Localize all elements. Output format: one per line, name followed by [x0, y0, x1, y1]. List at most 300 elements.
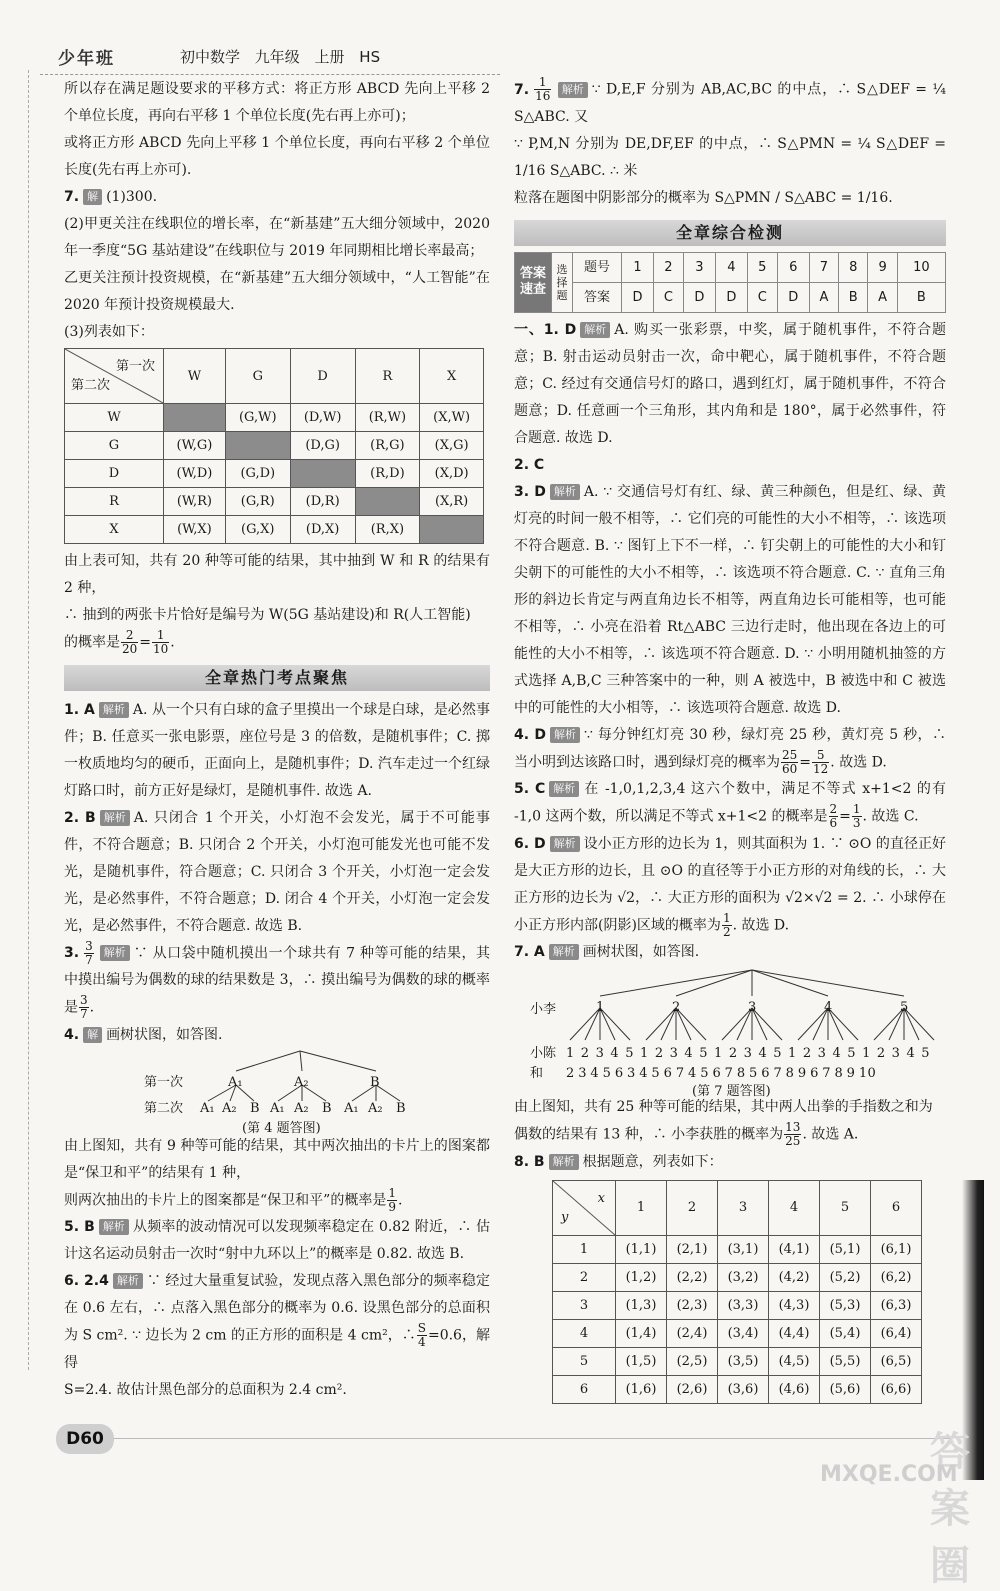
numerator: 2: [829, 802, 838, 816]
row-header: R: [65, 488, 164, 516]
answer-text: 画树状图，如答图.: [106, 1026, 223, 1043]
table-corner: [65, 349, 164, 404]
fraction: [79, 994, 89, 1021]
answer-cell: B: [839, 282, 868, 312]
dice-table: [552, 1180, 922, 1404]
fraction: [829, 803, 839, 830]
table-cell: (6,3): [871, 1291, 922, 1319]
shaded-cell: [355, 488, 420, 516]
table-cell: (5,6): [820, 1375, 871, 1403]
question-number: 5. B: [64, 1219, 95, 1235]
table-cell: (4,6): [769, 1375, 820, 1403]
denominator: 60: [782, 761, 798, 776]
answer-text: 从频率的波动情况可以发现频率稳定在 0.82 附近，∴ 估计这名运动员射击一次时“射中九环以上”的概率是 0.82. 故选 B.: [64, 1219, 490, 1262]
table-cell: (3,5): [718, 1347, 769, 1375]
denominator: 2: [722, 924, 731, 939]
table-cell: (2,1): [667, 1235, 718, 1263]
answer-quick-table: [514, 252, 946, 313]
table-cell: (R,D): [355, 460, 420, 488]
tree-node: 3: [748, 1000, 757, 1015]
paragraph: [64, 629, 490, 657]
table-cell: (1,5): [616, 1347, 667, 1375]
table-row: [65, 488, 484, 516]
table-cell: (5,1): [820, 1235, 871, 1263]
numerator: 5: [812, 749, 829, 763]
table-cell: (3,4): [718, 1319, 769, 1347]
fraction: [784, 1121, 801, 1148]
table-row: [65, 349, 484, 404]
answer-cell: D: [777, 282, 809, 312]
text: . 故选 A.: [802, 1126, 859, 1143]
table-cell: (4,2): [769, 1263, 820, 1291]
table-row: [65, 404, 484, 432]
fraction: [852, 803, 862, 830]
table-cell: (3,1): [718, 1235, 769, 1263]
tree-leaf: B: [250, 1100, 260, 1116]
question-number: 7.: [64, 189, 80, 205]
table-cell: (2,6): [667, 1375, 718, 1403]
shaded-cell: [420, 516, 484, 544]
text: =0.6，解得: [64, 1327, 490, 1371]
table-row: [553, 1180, 922, 1235]
answer-cell: A: [868, 282, 897, 312]
answer-b7: [514, 939, 946, 966]
tree-leaf: A₁: [270, 1100, 285, 1116]
question-number: 7.: [514, 81, 530, 98]
margin-decoration: [28, 70, 43, 1370]
table-cell: (G,R): [225, 488, 290, 516]
corner-y-label: y: [561, 1209, 569, 1225]
paragraph: 所以存在满足题设要求的平移方式：将正方形 ABCD 先向上平移 2 个单位长度，再向右平移 1 个单位长度(先右再上亦可)；: [64, 81, 490, 124]
numerator: 1: [722, 910, 731, 925]
row-header: X: [65, 516, 164, 544]
table-cell: (3,3): [718, 1291, 769, 1319]
table-cell: (2,5): [667, 1347, 718, 1375]
question-number: 3. D: [514, 483, 546, 500]
table-cell: (6,5): [871, 1347, 922, 1375]
tree-leaf: A₁: [200, 1100, 215, 1116]
answer-cell: C: [747, 282, 777, 312]
table-cell: (W,D): [164, 460, 226, 488]
text: =: [839, 808, 851, 825]
row-header: 题号: [573, 252, 622, 282]
table-cell: (X,W): [420, 404, 484, 432]
table-cell: (5,5): [820, 1347, 871, 1375]
column-header: 4: [769, 1180, 820, 1235]
footer-divider: [110, 1438, 950, 1439]
table-cell: (1,4): [616, 1319, 667, 1347]
paragraph: [64, 1187, 490, 1215]
column-header: G: [225, 349, 290, 404]
table-cell: (1,6): [616, 1375, 667, 1403]
table-cell: (2,4): [667, 1319, 718, 1347]
tree-row-label: 小李: [530, 1002, 557, 1017]
question-number-cell: 9: [868, 252, 897, 282]
answer-badge: 答案速查: [515, 252, 552, 312]
table-row: [553, 1319, 922, 1347]
answer-4: [64, 1022, 490, 1049]
table-cell: (2,2): [667, 1263, 718, 1291]
solution-tag: 解析: [550, 484, 580, 500]
answer-text: ∵ 从口袋中随机摸出一个球共有 7 种等可能的结果，其中摸出编号为偶数的球的结果数是 3，∴ 摸出编号为偶数的球的概: [64, 945, 491, 988]
solution-tag: 解析: [549, 1154, 579, 1170]
table-cell: (X,G): [420, 432, 484, 460]
page-header: [40, 40, 500, 74]
question-number-cell: 10: [897, 252, 945, 282]
tree-row-label: 第二次: [144, 1100, 184, 1116]
tree-leaf: B: [322, 1100, 332, 1116]
question-number: 一、1. D: [514, 321, 577, 338]
answer-2: [64, 805, 490, 940]
question-number-cell: 4: [715, 252, 747, 282]
table-row: [65, 460, 484, 488]
tree-node: A₁: [228, 1074, 243, 1090]
numerator: S: [417, 1321, 426, 1335]
tree-node: A₂: [294, 1074, 309, 1090]
answer-b5: [514, 776, 946, 831]
fraction: [387, 1187, 397, 1214]
table-cell: (3,6): [718, 1375, 769, 1403]
answer-text: 在 -1,0,1,2,3,4 这六个数中，满足不等式 x+1<2 的有 -1,0 这两个数，所以满足不等式 x+1<2 的概率是: [514, 781, 946, 825]
column-header: X: [420, 349, 484, 404]
solution-tag: 解析: [549, 781, 579, 797]
answer-b4: [514, 722, 946, 777]
fraction: [152, 629, 169, 656]
question-number-cell: 8: [839, 252, 868, 282]
table-row: [553, 1235, 922, 1263]
answer-b2: [514, 452, 946, 479]
row-header: G: [65, 432, 164, 460]
tree-leaf: A₂: [222, 1100, 237, 1116]
question-number: 2. C: [514, 456, 545, 473]
answer-text: A. ∵ 交通信号灯有红、绿、黄三种颜色，但是红、绿、黄灯亮的时间一般不相等，∴ 它们亮的可能性的大小不相等，∴ 该选项不符合题意. B. ∵ 图钉上下不一样，∴ 钉尖朝上的可能性的大小和钉尖朝下的可能性的大小不相等，∴ 该选项不符合题意. C. ∵ 直角三角形的斜边长肯定与两直角边长不相等，两直角边长可能相等，也可能不相等，∴ 小亮在沿着 Rt△ABC 三边行走时，他出现在各边上的可能性的大小不相等，∴ 该选项不符合题意. D. ∵ 小明用随机抽签的方式选择 A,B,C 三种答案中的一种，则 A 被选中，B 被选中和 C 被选中的可能性的大小相等，∴ 该选项符合题意. 故选 D.: [514, 483, 946, 716]
table-row: [515, 252, 946, 282]
question-number-cell: 7: [809, 252, 838, 282]
denominator: 25: [785, 1134, 801, 1148]
table-row: [65, 516, 484, 544]
tree-node: B: [370, 1074, 380, 1090]
table-cell: (W,X): [164, 516, 226, 544]
table-cell: (1,3): [616, 1291, 667, 1319]
paragraph: (2)甲更关注在线职位的增长率，在“新基建”五大细分领域中，2020 年一季度“5G 基站建设”在线职位与 2019 年同期相比增长率最高；: [64, 216, 490, 259]
table-cell: (5,4): [820, 1319, 871, 1347]
answer-b6: [514, 831, 946, 940]
page-number: D60: [56, 1424, 114, 1454]
numerator: 13: [785, 1120, 801, 1134]
row-header: W: [65, 404, 164, 432]
table-cell: (D,G): [290, 432, 355, 460]
figure-caption: (第 7 题答图): [692, 1084, 771, 1099]
corner-top-label: 第一次: [115, 359, 155, 374]
column-header: W: [164, 349, 226, 404]
solution-tag: 解析: [580, 322, 610, 338]
paragraph: 或将正方形 ABCD 先向上平移 1 个单位长度，再向右平移 2 个单位长度(先右再上亦可).: [64, 135, 490, 178]
answer-text: ∵ 每分钟红灯亮 30 秒，绿灯亮 25 秒，黄灯亮 5 秒，∴ 当小明到达该路口时，遇到绿灯亮的概率为: [514, 726, 946, 770]
denominator: 7: [85, 952, 93, 967]
watermark-url: MXQE.COM: [820, 1462, 958, 1487]
text: . 故选 C.: [862, 808, 919, 825]
answer-5: [64, 1214, 490, 1268]
table-cell: (X,R): [420, 488, 484, 516]
paragraph: 由上图知，共有 9 种等可能的结果，其中两次抽出的卡片上的图案都是“保卫和平”的结果有 1 种，: [64, 1137, 490, 1181]
answer-cell: B: [897, 282, 945, 312]
figure-caption: (第 4 题答图): [242, 1120, 321, 1136]
table-cell: (4,1): [769, 1235, 820, 1263]
brand-logo: 少年班: [58, 49, 115, 69]
header-divider: [40, 74, 500, 75]
text: 率是: [64, 972, 490, 1016]
question-number: 6. 2.4: [64, 1273, 109, 1289]
question-number: 3.: [64, 945, 80, 961]
column-header: R: [355, 349, 420, 404]
answer-text: A. 购买一张彩票，中奖，属于随机事件，不符合题意；B. 射击运动员射击一次，命中靶心，属于随机事件，不符合题意；C. 经过有交通信号灯的路口，遇到红灯，属于随机事件，不符合题意；D. 任意画一个三角形，其内角和是 180°，属于必然事件，符合题意. 故选 D.: [514, 321, 946, 446]
question-number: 4. D: [514, 726, 547, 743]
denominator: 10: [153, 642, 169, 656]
table-cell: (W,G): [164, 432, 226, 460]
tree-leaves: 1 2 3 4 5 1 2 3 4 5 1 2 3 4 5 1 2 3 4 5 1 2 3 4 5: [566, 1046, 931, 1061]
watermark-logo: 答案圈: [930, 1429, 970, 1589]
tree-diagram-4: [64, 1049, 490, 1136]
question-number-cell: 3: [683, 252, 715, 282]
row-header: D: [65, 460, 164, 488]
paragraph: 粒落在题图中阴影部分的概率为 S△PMN / S△ABC = 1/16.: [514, 189, 893, 206]
table-cell: (R,G): [355, 432, 420, 460]
table-cell: (4,5): [769, 1347, 820, 1375]
solution-tag: 解析: [550, 836, 580, 852]
fraction: [534, 76, 551, 103]
answer-text: 根据题意，列表如下：: [582, 1153, 723, 1170]
table-cell: (6,2): [871, 1263, 922, 1291]
text: .: [89, 999, 95, 1016]
row-header: 1: [553, 1235, 616, 1263]
table-cell: (D,X): [290, 516, 355, 544]
answer-cell: D: [683, 282, 715, 312]
answer-6: [64, 1268, 490, 1377]
table-cell: (D,R): [290, 488, 355, 516]
denominator: 6: [829, 816, 838, 830]
table-cell: (R,X): [355, 516, 420, 544]
tree-leaf: A₁: [344, 1100, 359, 1116]
shaded-cell: [290, 460, 355, 488]
numerator: 1: [152, 629, 169, 643]
text: . 故选 D.: [830, 754, 887, 770]
denominator: 12: [813, 761, 829, 776]
question-number-cell: 5: [747, 252, 777, 282]
section-title: 全章综合检测: [514, 220, 946, 246]
denominator: 9: [388, 1199, 396, 1214]
row-header: 6: [553, 1375, 616, 1403]
answer-1: [64, 697, 490, 805]
text: .: [170, 634, 175, 651]
fraction: [812, 749, 829, 776]
denominator: 20: [122, 642, 138, 656]
question-number: 8. B: [514, 1153, 545, 1170]
answer-b1: [514, 317, 946, 452]
table-cell: (4,4): [769, 1319, 820, 1347]
answer-cell: C: [654, 282, 684, 312]
row-header: 4: [553, 1319, 616, 1347]
table-corner: [553, 1180, 616, 1235]
table-cell: (1,2): [616, 1263, 667, 1291]
denominator: 16: [535, 89, 551, 103]
question-type: 选择题: [552, 252, 573, 312]
question-number-cell: 6: [777, 252, 809, 282]
table-row: [553, 1291, 922, 1319]
tree-node: 4: [824, 1000, 833, 1015]
table-row: [553, 1347, 922, 1375]
table-row: [553, 1375, 922, 1403]
table-cell: (1,1): [616, 1235, 667, 1263]
fraction: [417, 1322, 427, 1349]
paragraph: ∵ P,M,N 分别为 DE,DF,EF 的中点，∴ S△PMN = ¼ S△DEF = 1/16 S△ABC. ∴ 米: [514, 135, 946, 179]
table-row: [553, 1263, 922, 1291]
tree-node: 5: [900, 1000, 909, 1015]
shaded-cell: [164, 404, 226, 432]
solution-tag: 解析: [558, 82, 588, 98]
row-header: 3: [553, 1291, 616, 1319]
denominator: 7: [80, 1007, 88, 1021]
section-title: 全章热门考点聚焦: [64, 665, 490, 691]
table-cell: (X,D): [420, 460, 484, 488]
paragraph: 由上图知，共有 25 种等可能的结果，其中两人出拳的手指数之和为: [514, 1099, 933, 1115]
table-cell: (6,6): [871, 1375, 922, 1403]
table-cell: (G,X): [225, 516, 290, 544]
fraction: [722, 912, 732, 939]
text: .: [397, 1192, 403, 1208]
table-cell: (2,3): [667, 1291, 718, 1319]
tree-sums: 2 3 4 5 6 3 4 5 6 7 4 5 6 7 8 5 6 7 8 9 6 7 8 9 10: [566, 1066, 877, 1081]
question-number: 1. A: [64, 701, 95, 718]
tree-diagram-7: [514, 966, 946, 1099]
table-cell: (6,4): [871, 1319, 922, 1347]
answer-b3: [514, 479, 946, 722]
tree-leaf: A₂: [294, 1100, 309, 1116]
answer-text: A. 只闭合 1 个开关，小灯泡不会发光，属于不可能事件，不符合题意；B. 只闭合 2 个开关，小灯泡可能发光也可能不发光，是随机事件，符合题意；C. 只闭合 3 个开关，小灯泡一定会发光，是必然事件，不符合题意；D. 闭合 4 个开关，小灯泡一定会发光，是必然事件，不符合题意. 故选 B.: [64, 809, 490, 934]
row-header: 2: [553, 1263, 616, 1291]
fraction: [121, 629, 138, 656]
denominator: 3: [852, 816, 861, 830]
answer-text: 设小正方形的边长为 1，则其面积为 1. ∵ ⊙O 的直径正好是大正方形的边长，且 ⊙O 的直径等于小正方形的对角线的长，∴ 大正方形的边长为 √2，∴ 大正方形的面积为 √2×√2 = 2. ∴ 小球停在小正方形内部(阴影)区域的概率为: [514, 835, 946, 933]
column-header: 2: [667, 1180, 718, 1235]
numerator: 1: [388, 1185, 396, 1200]
numerator: 2: [121, 629, 138, 643]
text: =: [139, 634, 152, 651]
tree-node: 2: [672, 1000, 681, 1015]
solution-tag: 解: [83, 189, 102, 205]
fraction: [781, 749, 798, 776]
column-header: D: [290, 349, 355, 404]
text: =: [799, 754, 812, 770]
paragraph: (3)列表如下：: [64, 324, 154, 340]
question-number: 7. A: [514, 944, 545, 960]
numerator: 3: [85, 938, 93, 953]
table-cell: (5,2): [820, 1263, 871, 1291]
solution-tag: 解析: [100, 810, 130, 826]
answer-7: [64, 184, 490, 211]
tree-leaf: B: [396, 1100, 406, 1116]
shaded-cell: [225, 432, 290, 460]
tree-row-label: 第一次: [144, 1074, 184, 1090]
answer-cell: D: [715, 282, 747, 312]
answer-7-right: [514, 76, 946, 131]
question-number: 2. B: [64, 809, 96, 826]
answer-b8: [514, 1149, 946, 1176]
table-cell: (4,3): [769, 1291, 820, 1319]
card-table: [64, 348, 484, 544]
paragraph: [514, 1121, 946, 1149]
answer-text: ∵ D,E,F 分别为 AB,AC,BC 的中点，∴ S△DEF = ¼ S△ABC. 又: [514, 81, 946, 125]
answer-text: A. 从一个只有白球的盒子里摸出一个球是白球，是必然事件；B. 任意买一张电影票，座位号是 3 的倍数，是随机事件；C. 掷一枚质地均匀的硬币，正面向上，是随机事件；D. 汽车走过一个红绿灯路口时，前方正好是绿灯，是随机事件. 故选 A.: [64, 701, 490, 799]
table-cell: (W,R): [164, 488, 226, 516]
solution-tag: 解: [83, 1027, 102, 1043]
table-cell: (D,W): [290, 404, 355, 432]
answer-text: (1)300.: [106, 189, 158, 205]
solution-tag: 解析: [99, 702, 129, 718]
numerator: 25: [782, 747, 798, 762]
solution-tag: 解析: [550, 727, 580, 743]
row-header: 5: [553, 1347, 616, 1375]
question-number: 4.: [64, 1026, 80, 1043]
table-cell: (R,W): [355, 404, 420, 432]
table-cell: (6,1): [871, 1235, 922, 1263]
numerator: 1: [534, 76, 551, 90]
tree-row-label: 和: [530, 1066, 544, 1081]
table-cell: (5,3): [820, 1291, 871, 1319]
numerator: 3: [80, 993, 88, 1007]
column-header: 3: [718, 1180, 769, 1235]
table-row: [65, 432, 484, 460]
right-column: [514, 76, 946, 1404]
denominator: 4: [418, 1335, 426, 1349]
answer-cell: A: [809, 282, 838, 312]
solution-tag: 解析: [100, 945, 130, 961]
text: 的概率是: [64, 634, 120, 651]
corner-x-label: x: [597, 1190, 605, 1206]
question-number: 5. C: [514, 781, 546, 797]
table-row: [515, 282, 946, 312]
numerator: 1: [852, 802, 861, 816]
column-header: 1: [616, 1180, 667, 1235]
book-meta: 初中数学 九年级 上册 HS: [180, 48, 381, 66]
answer-text: ∵ 经过大量重复试验，发现点落入黑色部分的频率稳定在 0.6 左右，∴ 点落入黑色部分的概率为 0.6. 设黑色部分的总面积为 S cm². ∵ 边长为 2 cm 的正方形的面积是 4 cm²，∴: [64, 1273, 491, 1344]
paragraph: ∴ 抽到的两张卡片恰好是编号为 W(5G 基站建设)和 R(人工智能): [64, 607, 471, 623]
answer-text: 画树状图，如答图.: [582, 944, 700, 960]
paragraph: S=2.4. 故估计黑色部分的总面积为 2.4 cm².: [64, 1381, 347, 1398]
column-header: 6: [871, 1180, 922, 1235]
paragraph: 乙更关注预计投资规模，在“新基建”五大细分领域中，“人工智能”在 2020 年预计投资规模最大.: [64, 270, 490, 313]
tree-row-label: 小陈: [530, 1046, 557, 1061]
text: 则两次抽出的卡片上的图案都是“保卫和平”的概率是: [64, 1192, 387, 1208]
question-number-cell: 2: [654, 252, 684, 282]
table-cell: (3,2): [718, 1263, 769, 1291]
solution-tag: 解析: [99, 1219, 129, 1235]
paragraph: 由上表可知，共有 20 种等可能的结果，其中抽到 W 和 R 的结果有 2 种，: [64, 553, 490, 596]
table-cell: (G,W): [225, 404, 290, 432]
answer-cell: D: [622, 282, 654, 312]
column-header: 5: [820, 1180, 871, 1235]
left-column: [64, 76, 490, 1404]
corner-bottom-label: 第二次: [71, 378, 111, 393]
tree-leaf: A₂: [368, 1100, 383, 1116]
row-header: 答案: [573, 282, 622, 312]
table-cell: (G,D): [225, 460, 290, 488]
answer-3: [64, 940, 490, 1022]
question-number: 6. D: [514, 835, 546, 852]
solution-tag: 解析: [549, 944, 579, 960]
text: 偶数的结果有 13 种，∴ 小李获胜的概率为: [514, 1126, 784, 1143]
text: . 故选 D.: [732, 917, 790, 933]
question-number-cell: 1: [622, 252, 654, 282]
